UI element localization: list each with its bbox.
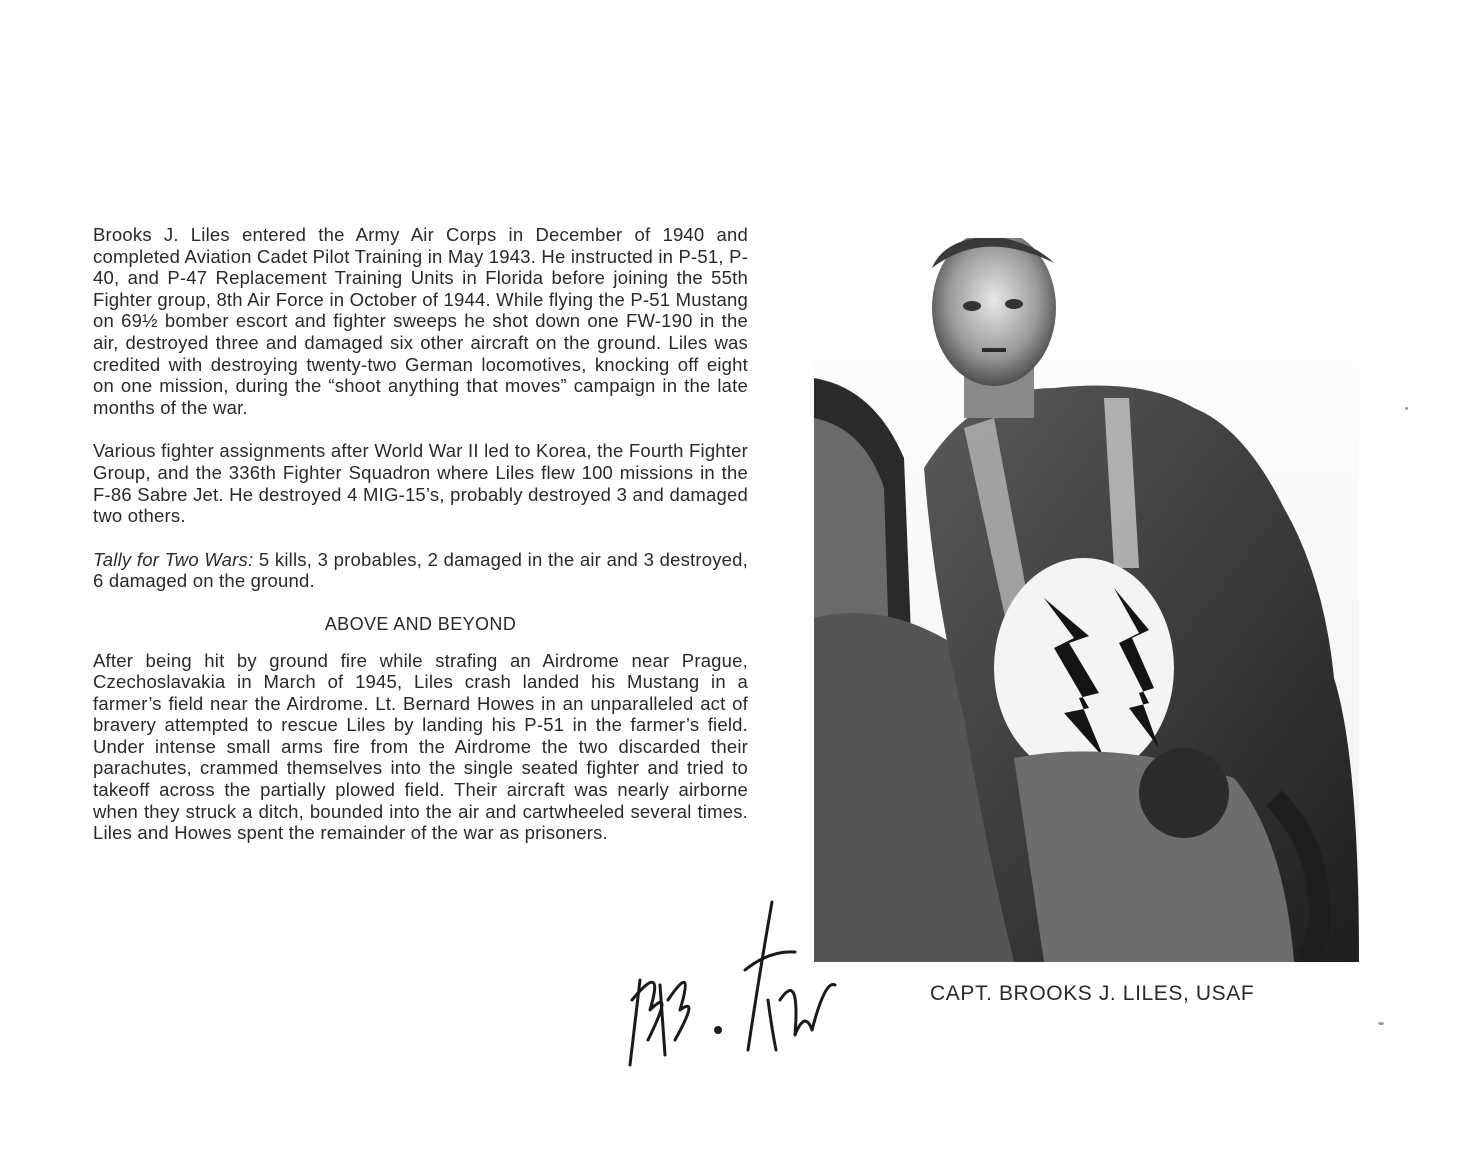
paragraph-rescue: After being hit by ground fire while strafing an Airdrome near Prague, Czechoslavakia in March of 1945, Liles crash landed his Mustang in a farmer’s field near the Airdrome. Lt. Bernard Howes in an unparalleled act of bravery attempted to rescue Liles by landing his P-51 in the farmer’s field. Under intense small arms fire from the Airdrome the two discarded their parachutes, crammed themselves into the single seated fighter and tried to takeoff across the partially plowed field. Their aircraft was nearly airborne when they struck a ditch, bounded into the air and cartwheeled several times. Liles and Howes spent the remainder of the war as prisoners. bbox=[93, 649, 748, 844]
paragraph-career: Brooks J. Liles entered the Army Air Corps in December of 1940 and completed Aviation Cadet Pilot Training in May 1943. He instructed in P-51, P-40, and P-47 Replacement Training Units in Florida before joining the 55th Fighter group, 8th Air Force in October of 1944. While flying the P-51 Mustang on 69½ bomber escort and fighter sweeps he shot down one FW-190 in the air, destroyed three and damaged six other aircraft on the ground. Liles was credited with destroying twenty-two German locomotives, knocking off eight on one mission, during the “shoot anything that moves” campaign in the late months of the war. bbox=[93, 224, 748, 418]
article-body bbox=[93, 224, 748, 866]
section-heading: ABOVE AND BEYOND bbox=[324, 613, 517, 634]
pilot-portrait-photo bbox=[814, 238, 1359, 962]
paper-speck bbox=[1378, 1022, 1384, 1025]
paper-speck bbox=[1405, 407, 1408, 410]
photo-caption: CAPT. BROOKS J. LILES, USAF bbox=[930, 982, 1255, 1005]
tally-text: 5 kills, 3 probables, 2 damaged in the air and 3 destroyed, 6 damaged on the ground. bbox=[93, 548, 748, 592]
tally-label: Tally for Two Wars: bbox=[93, 548, 254, 570]
paragraph-tally bbox=[93, 549, 748, 592]
signature bbox=[620, 890, 840, 1070]
paragraph-korea: Various fighter assignments after World War II led to Korea, the Fourth Fighter Group, and the 336th Fighter Squadron where Liles flew 100 missions in the F-86 Sabre Jet. He destroyed 4 MIG-15’s, probably destroyed 3 and damaged two others. bbox=[93, 440, 748, 527]
